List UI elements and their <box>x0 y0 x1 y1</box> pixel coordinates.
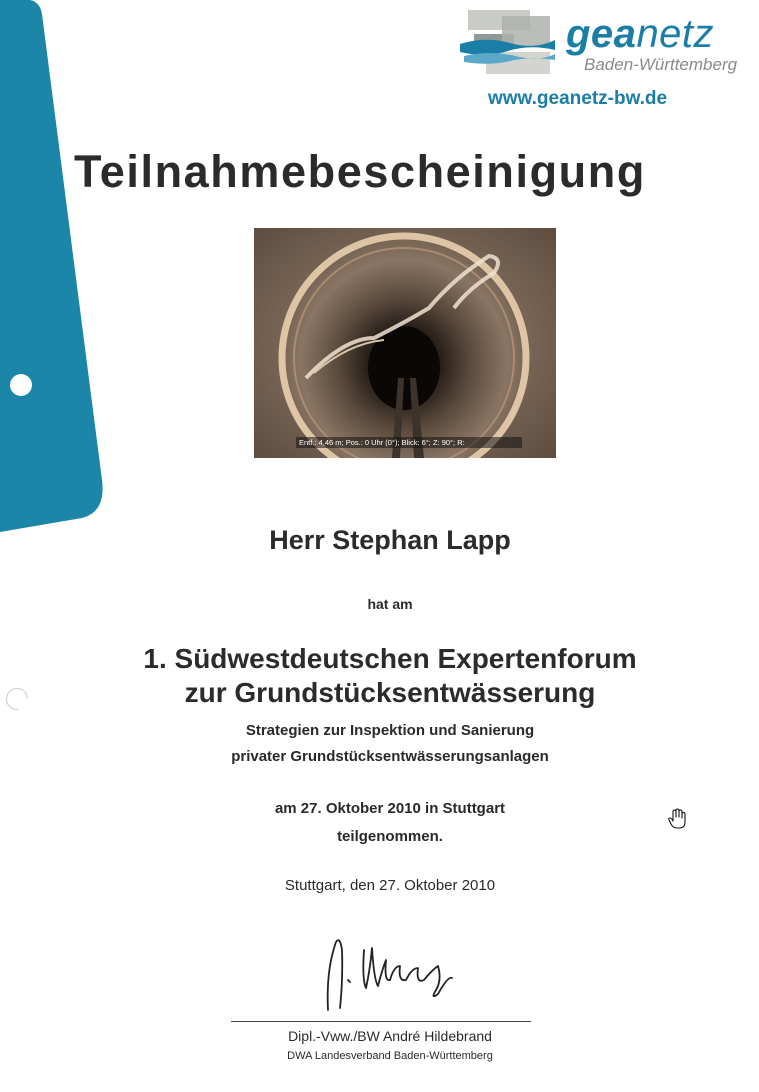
photo-caption: Entf.: 4,46 m; Pos.: 0 Uhr (0°); Blick: 6°; Z: 90°; R: <box>296 437 522 448</box>
logo-region: Baden-Württemberg <box>584 55 738 74</box>
logo-name-light: netz <box>636 12 715 56</box>
intro-text: hat am <box>367 596 413 612</box>
signature-line <box>231 1021 531 1022</box>
hand-cursor-icon <box>667 808 687 830</box>
signer-organization: DWA Landesverband Baden-Württemberg <box>287 1050 493 1062</box>
handwritten-signature <box>318 930 488 1020</box>
website-link[interactable]: www.geanetz-bw.de <box>488 88 668 109</box>
decorative-side-stripe <box>0 0 110 540</box>
event-date-line: am 27. Oktober 2010 in Stuttgart <box>274 800 506 817</box>
participated-text: teilgenommen. <box>337 828 443 845</box>
pipe-inspection-photo <box>254 228 556 458</box>
event-subtitle-line-1: Strategien zur Inspektion und Sanierung <box>245 722 535 739</box>
logo-wordmark <box>566 14 714 54</box>
event-subtitle-line-2: privater Grundstücksentwässerungsanlagen <box>231 748 549 765</box>
recipient-name: Herr Stephan Lapp <box>269 525 511 555</box>
certificate-title: Teilnahmebescheinigung <box>74 146 646 197</box>
punch-hole <box>10 374 32 396</box>
event-title-line-1: 1. Südwestdeutschen Expertenforum <box>143 643 637 674</box>
signer-name: Dipl.-Vww./BW André Hildebrand <box>288 1028 492 1044</box>
logo-name-bold: gea <box>566 12 637 56</box>
event-title-line-2: zur Grundstücksentwässerung <box>184 677 596 708</box>
place-and-date: Stuttgart, den 27. Oktober 2010 <box>284 877 496 894</box>
